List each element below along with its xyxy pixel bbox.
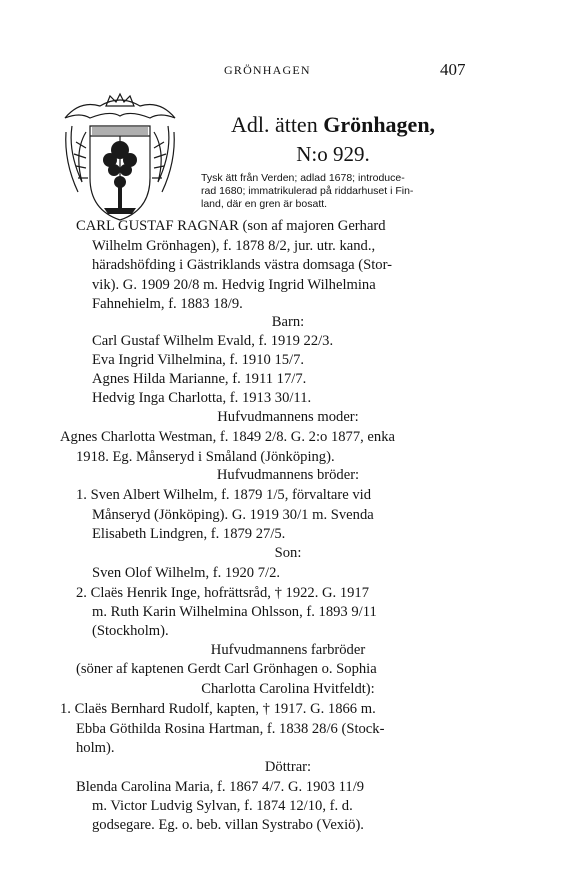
text-line: (söner af kaptenen Gerdt Carl Grönhagen o. Sophia	[76, 661, 377, 677]
text-line: 1. Sven Albert Wilhelm, f. 1879 1/5, förvaltare vid	[76, 487, 372, 503]
text-line: Carl Gustaf Wilhelm Evald, f. 1919 22/3.	[92, 333, 334, 349]
text-line: Agnes Charlotta Westman, f. 1849 2/8. G. 2:o 1877, enka	[60, 429, 395, 445]
text-line: 2. Claës Henrik Inge, hofrättsråd, † 1922. G. 1917	[76, 585, 370, 601]
section-label: Hufvudmannens moder:	[217, 409, 359, 425]
text-line: godsegare. Eg. o. beb. villan Systrabo (Vexiö).	[92, 817, 364, 833]
family-note	[201, 172, 479, 211]
running-header	[0, 60, 576, 82]
text-line: Fahnehielm, f. 1883 18/9.	[92, 296, 243, 312]
text-line: Wilhelm Grönhagen), f. 1878 8/2, jur. utr. kand.,	[92, 238, 376, 254]
text-line: CARL GUSTAF RAGNAR (son af majoren Gerhard	[76, 218, 386, 234]
text-line: Månseryd (Jönköping). G. 1919 30/1 m. Svenda	[92, 507, 374, 523]
text-line: 1. Claës Bernhard Rudolf, kapten, † 1917. G. 1866 m.	[60, 701, 376, 717]
text-line: häradshöfding i Gästriklands västra domsaga (Stor-	[92, 257, 393, 273]
running-title: GRÖNHAGEN	[224, 63, 311, 77]
text-line: Elisabeth Lindgren, f. 1879 27/5.	[92, 526, 286, 542]
section-label: Charlotta Carolina Hvitfeldt):	[201, 681, 375, 697]
note-line: Tysk ätt från Verden; adlad 1678; introduce-	[201, 172, 405, 184]
note-line: rad 1680; immatrikulerad på riddarhuset i Fin-	[201, 185, 414, 197]
family-title: Adl. ätten Grönhagen,	[230, 112, 436, 137]
text-line: Sven Olof Wilhelm, f. 1920 7/2.	[92, 565, 281, 581]
text-line: m. Ruth Karin Wilhelmina Ohlsson, f. 1893 9/11	[92, 604, 377, 620]
section-label: Hufvudmannens farbröder	[210, 642, 366, 658]
text-line: 1918. Eg. Månseryd i Småland (Jönköping).	[76, 449, 335, 465]
section-label: Döttrar:	[264, 759, 312, 775]
text-line: Ebba Göthilda Rosina Hartman, f. 1838 28/6 (Stock-	[76, 721, 385, 737]
text-line: vik). G. 1909 20/8 m. Hedvig Ingrid Wilhelmina	[92, 277, 376, 293]
text-line: Eva Ingrid Vilhelmina, f. 1910 15/7.	[92, 352, 305, 368]
coat-of-arms-icon	[60, 92, 180, 224]
text-line: (Stockholm).	[92, 623, 169, 639]
family-number: N:o 929.	[296, 142, 370, 166]
text-line: Hedvig Inga Charlotta, f. 1913 30/11.	[92, 390, 312, 406]
family-heading	[194, 112, 472, 167]
section-label: Barn:	[271, 314, 305, 330]
section-label: Son:	[274, 545, 302, 561]
page-number: 407	[440, 60, 466, 79]
text-line: m. Victor Ludvig Sylvan, f. 1874 12/10, f. d.	[92, 798, 353, 814]
text-line: holm).	[76, 740, 115, 756]
note-line: land, där en gren är bosatt.	[201, 198, 328, 210]
section-label: Hufvudmannens bröder:	[216, 467, 360, 483]
text-line: Blenda Carolina Maria, f. 1867 4/7. G. 1903 11/9	[76, 779, 365, 795]
text-line: Agnes Hilda Marianne, f. 1911 17/7.	[92, 371, 307, 387]
